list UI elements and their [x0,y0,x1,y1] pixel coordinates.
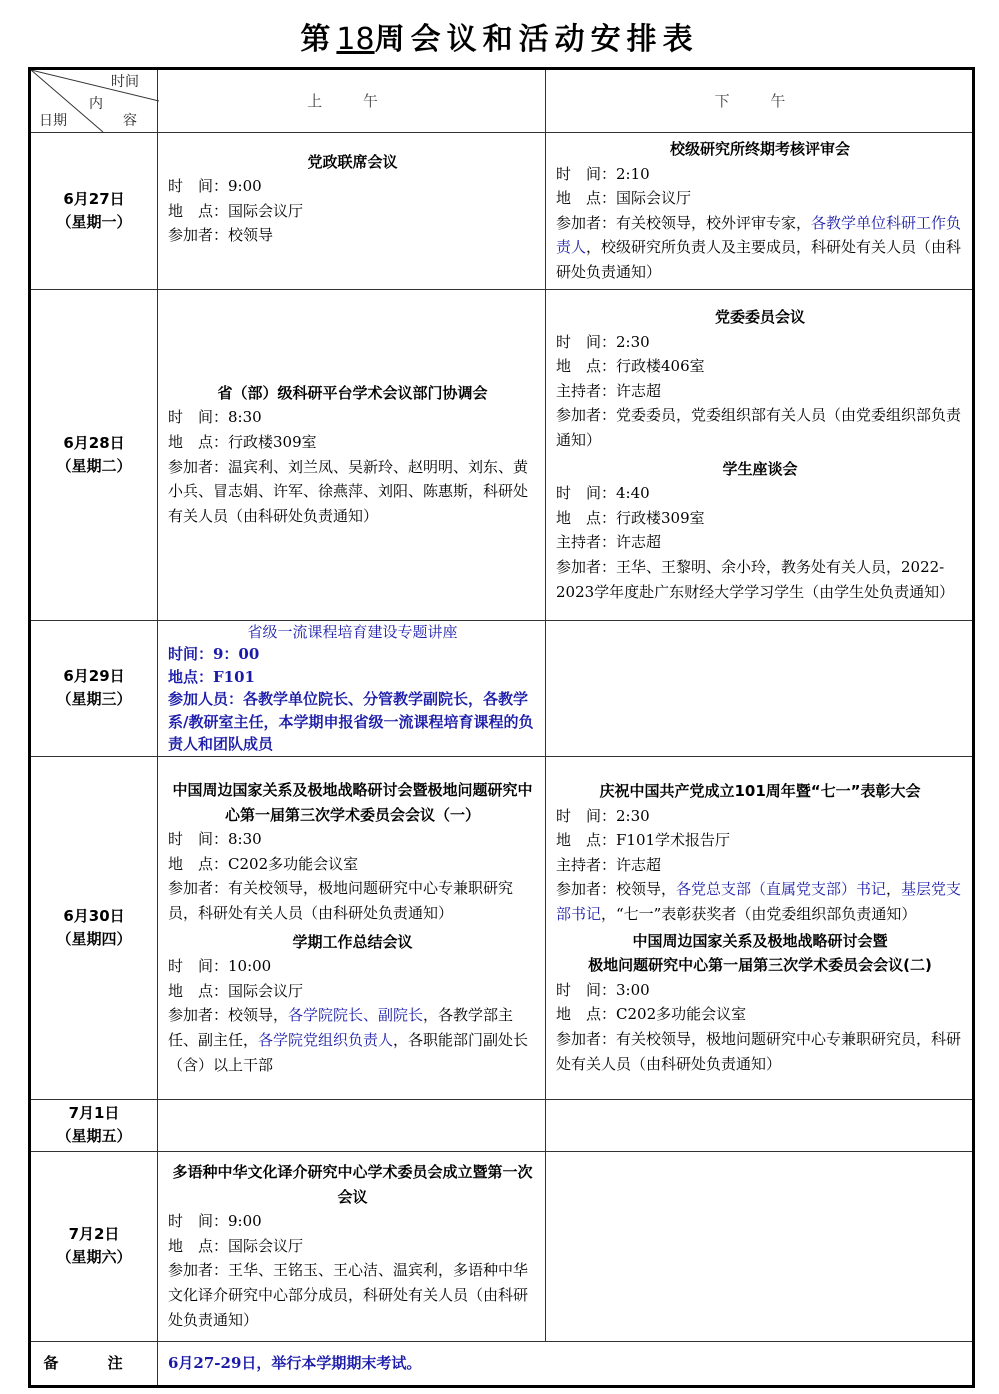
event-title: 庆祝中国共产党成立101周年暨“七一”表彰大会 [599,782,921,800]
date-cell: 6月30日 （星期四） [30,756,158,1099]
event-people: 参加者：有关校领导，校外评审专家，各教学单位科研工作负责人，校级研究所负责人及主要成员，科研处有关人员（由科研处负责通知） [556,213,962,281]
event-place: 地 点：国际会议厅 [168,1236,304,1255]
remarks-label: 备 注 [30,1341,158,1386]
event-time: 时 间：2:30 [556,806,650,825]
event-place: 地 点：国际会议厅 [556,189,692,208]
event-time: 时 间：8:30 [168,830,262,849]
event-time: 时 间：10:00 [168,957,272,976]
event-title-2: 极地问题研究中心第一届第三次学术委员会会议(二) [588,956,932,975]
event-place: 地 点：F101学术报告厅 [556,831,731,850]
event-place: 地 点：行政楼309室 [168,432,317,451]
am-cell [158,133,546,290]
day-row [30,1099,974,1151]
schedule-table [28,67,975,1388]
event-host: 主持者：许志超 [556,533,662,552]
am-cell [158,756,546,1099]
date-cell: 7月2日 （星期六） [30,1151,158,1341]
event-place: 地点：F101 [168,667,255,686]
pm-cell [546,289,974,620]
event-title: 省级一流课程培育建设专题讲座 [247,622,458,641]
date-cell: 6月27日 （星期一） [30,133,158,290]
event-title: 中国周边国家关系及极地战略研讨会暨 [632,931,888,950]
day-row [30,289,974,620]
event-people: 参加者：校领导，各学院院长、副院长，各教学部主任、副主任，各学院党组织负责人，各职能部门副处长（含）以上干部 [168,1006,529,1074]
event-title: 多语种中华文化译介研究中心学术委员会成立暨第一次会议 [172,1162,533,1206]
event-title: 学生座谈会 [722,459,798,478]
day-row [30,133,974,290]
event-people: 参加者：党委委员，党委组织部有关人员（由党委组织部负责通知） [556,406,962,449]
event-time: 时 间：8:30 [168,408,262,427]
event-time: 时 间：9:00 [168,177,262,196]
day-row [30,1151,974,1341]
header-date-label: 日期 [39,113,67,129]
event-time: 时 间：3:00 [556,980,650,999]
date-cell: 7月1日 （星期五） [30,1099,158,1151]
event-host: 主持者：许志超 [556,381,662,400]
pm-cell-empty [546,620,974,756]
event-people: 参加者：王华、王铭玉、王心洁、温宾利，多语种中华文化译介研究中心部分成员，科研处有关人员（由科研处负责通知） [168,1261,529,1329]
event-place: 地 点：行政楼309室 [556,508,705,527]
event-title: 校级研究所终期考核评审会 [669,140,850,158]
pm-cell [546,133,974,290]
event-place: 地 点：国际会议厅 [168,981,304,1000]
event-time: 时间：9：00 [168,645,260,664]
remarks-row [30,1341,974,1386]
header-time-label: 时间 [111,74,139,90]
event-people: 参加者：有关校领导，极地问题研究中心专兼职研究员，科研处有关人员（由科研处负责通知） [556,1029,962,1073]
event-place: 地 点：C202多功能会议室 [556,1005,747,1024]
event-title: 中国周边国家关系及极地战略研讨会暨极地问题研究中心第一届第三次学术委员会会议（一） [172,781,533,824]
remarks-text: 6月27-29日，举行本学期期末考试。 [158,1341,974,1386]
date-cell: 6月28日 （星期二） [30,289,158,620]
page-title: 第18周会议和活动安排表 [300,22,699,57]
am-cell [158,1151,546,1341]
date-cell: 6月29日 （星期三） [30,620,158,756]
header-content-label: 内 [89,96,103,112]
event-place: 地 点：行政楼406室 [556,357,705,376]
header-content-label-2: 容 [123,113,137,129]
event-time: 时 间：2:10 [556,164,650,183]
event-title: 省（部）级科研平台学术会议部门协调会 [217,383,488,402]
event-title: 学期工作总结会议 [292,932,413,951]
event-host: 主持者：许志超 [556,855,662,874]
am-cell [158,620,546,756]
event-people: 参加人员：各教学单位院长、分管教学副院长，各教学系/教研室主任，本学期申报省级一流课程培育课程的负责人和团队成员 [168,690,534,754]
event-time: 时 间：9:00 [168,1212,262,1231]
event-place: 地 点：C202多功能会议室 [168,854,359,873]
event-title: 党委委员会议 [714,308,805,326]
event-time: 时 间：2:30 [556,332,650,351]
day-row [30,620,974,756]
am-cell-empty [158,1099,546,1151]
event-title: 党政联席会议 [307,152,398,171]
pm-cell [546,756,974,1099]
diagonal-header [30,69,158,133]
pm-cell-empty [546,1099,974,1151]
header-row [30,69,974,133]
event-people: 参加者：温宾利、刘兰凤、吴新玲、赵明明、刘东、黄小兵、冒志娟、许军、徐燕萍、刘阳、陈惠斯，科研处有关人员（由科研处负责通知） [168,457,529,525]
event-people: 参加者：校领导 [168,226,274,245]
header-am: 上 午 [158,69,546,133]
pm-cell-empty [546,1151,974,1341]
event-place: 地 点：国际会议厅 [168,201,304,220]
event-people: 参加者：有关校领导，极地问题研究中心专兼职研究员，科研处有关人员（由科研处负责通知） [168,879,514,922]
event-people: 参加者：王华、王黎明、余小玲，教务处有关人员，2022-2023学年度赴广东财经大学学习学生（由学生处负责通知） [556,557,955,601]
event-people: 参加者：校领导，各党总支部（直属党支部）书记，基层党支部书记，“七一”表彰获奖者（由党委组织部负责通知） [556,880,962,923]
header-pm: 下 午 [546,69,974,133]
am-cell [158,289,546,620]
event-time: 时 间：4:40 [556,484,650,503]
day-row [30,756,974,1099]
